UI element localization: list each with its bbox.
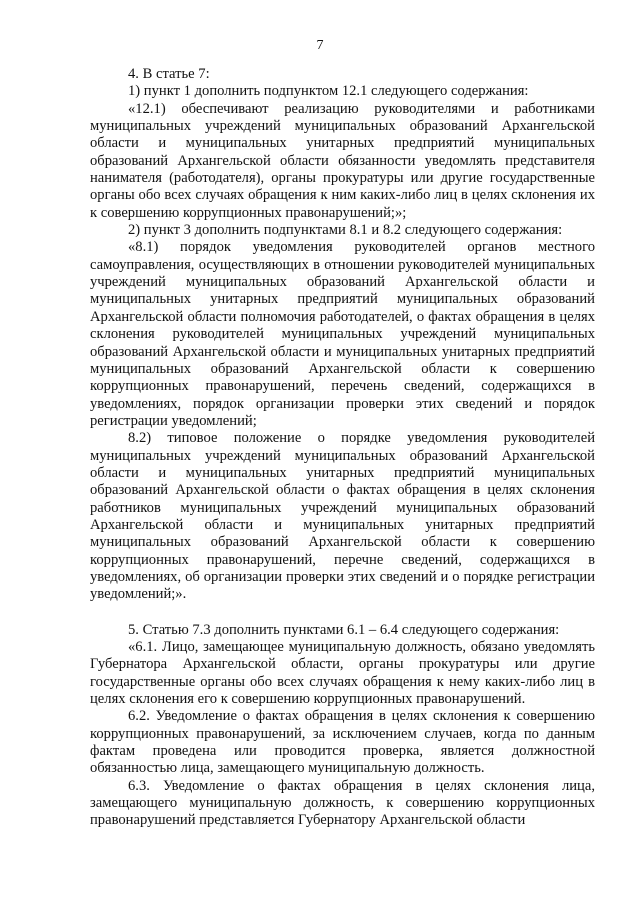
page-number: 7: [316, 38, 324, 53]
paragraph-subitem-8-2: 8.2) типовое положение о порядке уведомления руководителей муниципальных учреждений муниципальных образований Архангельской области и муниципальных унитарных предприятий муниципальных образований Архангельской области о фактах обращения в целях склонения работников муниципальных учреждений муниципальных образований Архангельской области и муниципальных унитарных предприятий муниципальных образований Архангельской области к совершению коррупционных правонарушений, перечне сведений, содержащихся в уведомлениях, об организации проверки этих сведений и о порядке регистрации уведомлений;».: [90, 430, 595, 603]
paragraph-item3-intro: 2) пункт 3 дополнить подпунктами 8.1 и 8.2 следующего содержания:: [128, 222, 563, 239]
paragraph-article73-heading: 5. Статью 7.3 дополнить пунктами 6.1 – 6.4 следующего содержания:: [128, 621, 560, 638]
paragraph-point-6-2: 6.2. Уведомление о фактах обращения в целях склонения к совершению коррупционных правонарушений, за исключением случаев, когда по данным фактам проведена или проводится проверка, является должностной обязанностью лица, замещающего муниципальную должность.: [90, 708, 595, 777]
paragraph-subitem-8-1: «8.1) порядок уведомления руководителей органов местного самоуправления, осуществляющих в отношении руководителей муниципальных учреждений муниципальных образований Архангельской области и муниципальных унитарных предприятий муниципальных образований Архангельской области полномочия работодателей, о фактах обращения в целях склонения руководителей муниципальных учреждений муниципальных образований Архангельской области и муниципальных унитарных предприятий муниципальных образований Архангельской области к совершению коррупционных правонарушений, перечень сведений, содержащихся в уведомлениях, порядок организации проверки этих сведений и порядок регистрации уведомлений;: [90, 239, 595, 429]
paragraph-subitem-12-1: «12.1) обеспечивают реализацию руководителями и работниками муниципальных учреждений муниципальных образований Архангельской области и муниципальных унитарных предприятий муниципальных образований Архангельской области обязанности уведомлять представителя нанимателя (работодателя), органы прокуратуры или другие государственные органы обо всех случаях обращения к ним каких-либо лиц в целях склонения их к совершению коррупционных правонарушений;»;: [90, 100, 595, 221]
paragraph-spacer: [90, 604, 595, 622]
paragraph-point-6-3: 6.3. Уведомление о фактах обращения в целях склонения лица, замещающего муниципальную должность, к совершению коррупционных правонарушений представляется Губернатору Архангельской области: [90, 777, 595, 829]
document-body: [90, 66, 595, 830]
paragraph-article7-heading: 4. В статье 7:: [128, 66, 210, 82]
paragraph-item1-intro: 1) пункт 1 дополнить подпунктом 12.1 следующего содержания:: [128, 83, 529, 100]
paragraph-point-6-1: «6.1. Лицо, замещающее муниципальную должность, обязано уведомлять Губернатора Архангельской области, органы прокуратуры или другие государственные органы обо всех случаях обращения к нему каких-либо лиц в целях склонения его к совершению коррупционных правонарушений.: [90, 639, 595, 708]
